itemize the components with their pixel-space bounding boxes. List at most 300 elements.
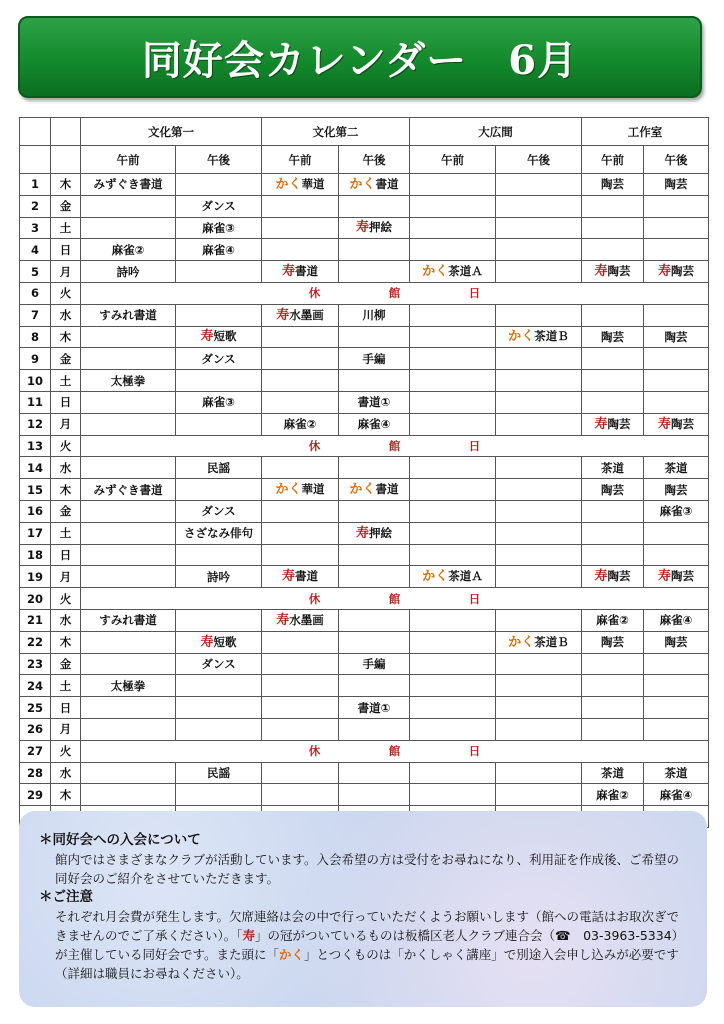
weekday: 水 [51, 609, 81, 631]
club-name: 茶道 [664, 765, 688, 780]
schedule-cell [410, 697, 496, 719]
weekday: 木 [51, 631, 81, 653]
closed-day-char: 館 [388, 591, 401, 606]
club-name: 陶芸 [664, 177, 688, 192]
schedule-cell [176, 348, 262, 370]
weekday: 月 [51, 413, 81, 435]
schedule-cell [262, 457, 339, 479]
schedule-cell [644, 304, 709, 326]
club-name: 陶芸 [664, 635, 688, 650]
schedule-cell [410, 500, 496, 522]
schedule-cell [582, 479, 644, 501]
schedule-cell [176, 457, 262, 479]
day-number: 12 [20, 413, 51, 435]
day-row [20, 217, 709, 239]
kotobuki-mark: 寿 [281, 264, 295, 280]
schedule-cell [582, 239, 644, 261]
schedule-cell [339, 370, 410, 392]
club-name: 書道 [295, 569, 318, 584]
day-number: 15 [20, 479, 51, 501]
schedule-cell [582, 195, 644, 217]
schedule-cell [262, 239, 339, 261]
schedule-cell [262, 195, 339, 217]
club-name: 短歌 [213, 634, 237, 649]
day-number: 27 [20, 740, 51, 762]
day-number: 10 [20, 370, 51, 392]
kotobuki-mark: 寿 [657, 569, 671, 585]
day-row [20, 653, 709, 675]
weekday: 水 [51, 304, 81, 326]
day-row [20, 500, 709, 522]
day-row [20, 391, 709, 413]
schedule-cell [81, 239, 176, 261]
schedule-cell [176, 522, 262, 544]
schedule-cell [176, 653, 262, 675]
schedule-cell [339, 566, 410, 588]
schedule-cell [582, 566, 644, 588]
schedule-cell [339, 174, 410, 196]
closed-day-char: 休 [308, 438, 321, 453]
schedule-cell [339, 697, 410, 719]
club-name: 書道 [375, 176, 399, 191]
schedule-cell [410, 566, 496, 588]
schedule-cell [410, 413, 496, 435]
club-name: 麻雀④ [202, 242, 235, 257]
schedule-cell [339, 348, 410, 370]
schedule-cell [262, 784, 339, 806]
day-number: 25 [20, 697, 51, 719]
schedule-cell [644, 675, 709, 697]
schedule-cell [410, 784, 496, 806]
schedule-cell [81, 217, 176, 239]
schedule-cell [496, 326, 582, 348]
schedule-cell [410, 195, 496, 217]
schedule-cell [496, 609, 582, 631]
club-name: 麻雀③ [202, 220, 235, 235]
day-row [20, 784, 709, 806]
schedule-cell [339, 413, 410, 435]
schedule-cell [176, 413, 262, 435]
day-number: 28 [20, 762, 51, 784]
schedule-cell [81, 566, 176, 588]
schedule-cell [176, 500, 262, 522]
schedule-cell [81, 522, 176, 544]
club-name: 麻雀② [283, 417, 317, 432]
kotobuki-mark: 寿 [594, 416, 608, 432]
closed-day-char: 館 [388, 286, 401, 301]
club-name: 麻雀④ [659, 787, 693, 802]
join-body: 館内ではさまざまなクラブが活動しています。入会希望の方は受付をお尋ねになり、利用証を作成後、ご希望の同好会のご紹介をさせていただきます。 [55, 852, 680, 886]
calendar-table [19, 117, 709, 828]
kotobuki-mark: 寿 [355, 525, 369, 541]
schedule-cell [644, 479, 709, 501]
weekday: 火 [51, 588, 81, 610]
caution-heading: ＊ご注意 [39, 889, 93, 905]
schedule-cell [262, 174, 339, 196]
schedule-cell [496, 413, 582, 435]
schedule-cell [81, 195, 176, 217]
day-row [20, 304, 709, 326]
header-day-cell [20, 118, 51, 146]
club-name: 詩吟 [207, 569, 230, 584]
weekday: 月 [51, 718, 81, 740]
schedule-cell [176, 174, 262, 196]
schedule-cell [81, 348, 176, 370]
schedule-cell [81, 653, 176, 675]
schedule-cell [339, 326, 410, 348]
day-number: 16 [20, 500, 51, 522]
schedule-cell [176, 631, 262, 653]
schedule-cell [582, 631, 644, 653]
schedule-cell [496, 195, 582, 217]
club-name: ダンス [201, 199, 236, 214]
schedule-cell [410, 609, 496, 631]
kotobuki-mark: 寿 [355, 220, 369, 236]
club-name: 陶芸 [607, 416, 631, 431]
day-row [20, 457, 709, 479]
schedule-cell [644, 413, 709, 435]
schedule-cell [81, 762, 176, 784]
day-number: 21 [20, 609, 51, 631]
schedule-cell [339, 479, 410, 501]
schedule-cell [176, 326, 262, 348]
kaku-mark: かく [275, 176, 302, 192]
day-row [20, 370, 709, 392]
club-name: 麻雀② [596, 787, 629, 802]
day-number: 22 [20, 631, 51, 653]
day-row [20, 282, 709, 304]
weekday: 土 [51, 522, 81, 544]
day-row [20, 195, 709, 217]
day-number: 18 [20, 544, 51, 566]
kotobuki-mark: 寿 [657, 416, 671, 432]
schedule-cell [81, 500, 176, 522]
club-name: 茶道Ａ [448, 264, 483, 279]
day-row [20, 413, 709, 435]
header-rooms-row [20, 118, 709, 146]
club-name: さざなみ俳句 [184, 526, 253, 541]
kaku-mark: かく [508, 329, 535, 345]
schedule-cell [262, 370, 339, 392]
day-row [20, 609, 709, 631]
schedule-cell [644, 326, 709, 348]
day-row [20, 697, 709, 719]
weekday: 木 [51, 784, 81, 806]
day-number: 19 [20, 566, 51, 588]
day-row [20, 740, 709, 762]
schedule-cell [496, 762, 582, 784]
period-header-pm: 午後 [496, 146, 582, 174]
kotobuki-mark: 寿 [276, 612, 290, 628]
schedule-cell [176, 239, 262, 261]
schedule-cell [81, 697, 176, 719]
schedule-cell [644, 174, 709, 196]
day-number: 26 [20, 718, 51, 740]
schedule-cell [410, 544, 496, 566]
schedule-cell [176, 370, 262, 392]
schedule-cell [339, 217, 410, 239]
day-number: 5 [20, 261, 51, 283]
kotobuki-mark: 寿 [594, 264, 608, 280]
header-periods-row [20, 146, 709, 174]
day-number: 7 [20, 304, 51, 326]
schedule-cell [339, 304, 410, 326]
schedule-cell [176, 697, 262, 719]
club-name: 詩吟 [116, 264, 140, 279]
schedule-cell [339, 500, 410, 522]
day-number: 2 [20, 195, 51, 217]
schedule-cell [582, 457, 644, 479]
schedule-cell [262, 697, 339, 719]
schedule-cell [644, 391, 709, 413]
day-number: 11 [20, 391, 51, 413]
schedule-cell [339, 239, 410, 261]
schedule-cell [339, 718, 410, 740]
club-name: 陶芸 [664, 482, 688, 497]
schedule-cell [339, 457, 410, 479]
day-number: 20 [20, 588, 51, 610]
schedule-cell [339, 391, 410, 413]
closed-day-cell [81, 588, 709, 610]
schedule-cell [582, 326, 644, 348]
join-heading: ＊同好会への入会について [39, 832, 201, 848]
day-row [20, 631, 709, 653]
schedule-cell [262, 653, 339, 675]
closed-day-char: 休 [308, 744, 321, 759]
header-weekday-cell [51, 146, 81, 174]
weekday: 土 [51, 370, 81, 392]
schedule-cell [410, 239, 496, 261]
kotobuki-mark: 寿 [200, 329, 214, 345]
club-name: 水墨画 [289, 612, 324, 627]
schedule-cell [410, 261, 496, 283]
schedule-cell [496, 500, 582, 522]
day-row [20, 544, 709, 566]
club-name: 太極拳 [110, 373, 146, 388]
club-name: 書道① [357, 395, 391, 410]
room-header: 大広間 [410, 118, 582, 146]
weekday: 土 [51, 675, 81, 697]
day-number: 29 [20, 784, 51, 806]
period-header-pm: 午後 [339, 146, 410, 174]
day-row [20, 479, 709, 501]
schedule-cell [262, 675, 339, 697]
day-number: 9 [20, 348, 51, 370]
schedule-cell [410, 217, 496, 239]
weekday: 金 [51, 348, 81, 370]
club-name: ダンス [201, 351, 236, 366]
schedule-cell [81, 609, 176, 631]
schedule-cell [262, 348, 339, 370]
schedule-cell [582, 217, 644, 239]
weekday: 火 [51, 282, 81, 304]
day-row [20, 435, 709, 457]
schedule-cell [81, 370, 176, 392]
club-name: 麻雀② [596, 613, 629, 628]
club-name: 書道 [375, 482, 399, 497]
schedule-cell [81, 675, 176, 697]
schedule-cell [176, 718, 262, 740]
schedule-cell [582, 500, 644, 522]
day-row [20, 588, 709, 610]
weekday: 土 [51, 217, 81, 239]
weekday: 火 [51, 435, 81, 457]
schedule-cell [262, 413, 339, 435]
schedule-cell [496, 217, 582, 239]
club-name: 茶道 [601, 765, 624, 780]
day-number: 17 [20, 522, 51, 544]
schedule-cell [262, 479, 339, 501]
club-name: 手編 [362, 351, 386, 366]
schedule-cell [339, 544, 410, 566]
day-row [20, 174, 709, 196]
closed-day-char: 日 [468, 286, 481, 301]
schedule-cell [176, 566, 262, 588]
schedule-cell [81, 391, 176, 413]
weekday: 月 [51, 566, 81, 588]
club-name: 陶芸 [601, 635, 624, 650]
club-name: 書道 [295, 264, 318, 279]
period-header-am: 午前 [262, 146, 339, 174]
schedule-cell [582, 391, 644, 413]
schedule-cell [582, 653, 644, 675]
schedule-cell [496, 697, 582, 719]
schedule-cell [496, 457, 582, 479]
schedule-cell [262, 500, 339, 522]
club-name: 陶芸 [601, 482, 624, 497]
day-number: 24 [20, 675, 51, 697]
schedule-cell [582, 304, 644, 326]
schedule-cell [496, 544, 582, 566]
closed-day-char: 館 [388, 744, 401, 759]
kaku-mark: かく [279, 947, 305, 962]
schedule-cell [410, 631, 496, 653]
kaku-mark: かく [275, 482, 302, 498]
closed-day-cell [81, 282, 709, 304]
title-banner [18, 16, 702, 98]
schedule-cell [496, 479, 582, 501]
weekday: 木 [51, 479, 81, 501]
room-header: 文化第一 [81, 118, 262, 146]
closed-day-char: 館 [388, 438, 401, 453]
club-name: 麻雀④ [659, 613, 693, 628]
schedule-cell [410, 174, 496, 196]
schedule-cell [176, 784, 262, 806]
schedule-cell [410, 762, 496, 784]
day-row [20, 348, 709, 370]
weekday: 日 [51, 239, 81, 261]
day-row [20, 239, 709, 261]
club-name: 民謡 [207, 765, 230, 780]
closed-day-char: 休 [308, 591, 321, 606]
day-row [20, 326, 709, 348]
schedule-cell [644, 653, 709, 675]
schedule-cell [262, 261, 339, 283]
schedule-cell [582, 784, 644, 806]
caution-text-3: 」とつくものは「かくしゃく講座」で別途入会申し込みが必要です（詳細は職員にお尋ねください）。 [55, 947, 679, 981]
schedule-cell [410, 479, 496, 501]
schedule-cell [582, 348, 644, 370]
schedule-cell [582, 522, 644, 544]
kotobuki-mark: 寿 [594, 569, 608, 585]
kaku-mark: かく [422, 264, 449, 280]
schedule-cell [81, 413, 176, 435]
club-name: 茶道Ｂ [534, 329, 569, 344]
club-name: ダンス [201, 504, 236, 519]
room-header: 工作室 [582, 118, 709, 146]
day-number: 14 [20, 457, 51, 479]
schedule-cell [81, 544, 176, 566]
schedule-cell [262, 631, 339, 653]
club-name: 麻雀② [111, 242, 145, 257]
club-name: 短歌 [213, 329, 237, 344]
schedule-cell [496, 784, 582, 806]
club-name: 陶芸 [607, 569, 631, 584]
schedule-cell [410, 326, 496, 348]
schedule-cell [339, 522, 410, 544]
period-header-am: 午前 [582, 146, 644, 174]
closed-day-char: 日 [468, 591, 481, 606]
day-number: 23 [20, 653, 51, 675]
club-name: 麻雀③ [202, 395, 235, 410]
weekday: 金 [51, 195, 81, 217]
schedule-cell [410, 653, 496, 675]
club-name: 茶道 [664, 460, 688, 475]
schedule-cell [410, 348, 496, 370]
schedule-cell [176, 544, 262, 566]
schedule-cell [339, 195, 410, 217]
closed-day-char: 日 [468, 744, 481, 759]
schedule-cell [176, 391, 262, 413]
closed-day-char: 休 [308, 286, 321, 301]
schedule-cell [262, 566, 339, 588]
schedule-cell [496, 348, 582, 370]
schedule-cell [496, 718, 582, 740]
club-name: 華道 [301, 176, 325, 191]
day-number: 6 [20, 282, 51, 304]
schedule-cell [644, 522, 709, 544]
schedule-cell [339, 261, 410, 283]
schedule-cell [644, 500, 709, 522]
schedule-cell [262, 522, 339, 544]
club-name: すみれ書道 [99, 308, 157, 323]
schedule-cell [262, 391, 339, 413]
day-row [20, 762, 709, 784]
schedule-cell [176, 195, 262, 217]
schedule-cell [176, 217, 262, 239]
club-name: 手編 [362, 656, 386, 671]
schedule-cell [496, 653, 582, 675]
schedule-cell [81, 174, 176, 196]
club-name: 書道① [357, 700, 391, 715]
header-weekday-cell [51, 118, 81, 146]
schedule-cell [582, 609, 644, 631]
schedule-cell [81, 326, 176, 348]
schedule-cell [644, 544, 709, 566]
schedule-cell [644, 718, 709, 740]
day-number: 1 [20, 174, 51, 196]
schedule-cell [339, 675, 410, 697]
schedule-cell [81, 304, 176, 326]
schedule-cell [339, 784, 410, 806]
weekday: 水 [51, 457, 81, 479]
weekday: 水 [51, 762, 81, 784]
period-header-pm: 午後 [644, 146, 709, 174]
schedule-cell [81, 457, 176, 479]
schedule-cell [410, 391, 496, 413]
club-name: みずぐき書道 [93, 482, 163, 497]
schedule-cell [176, 675, 262, 697]
